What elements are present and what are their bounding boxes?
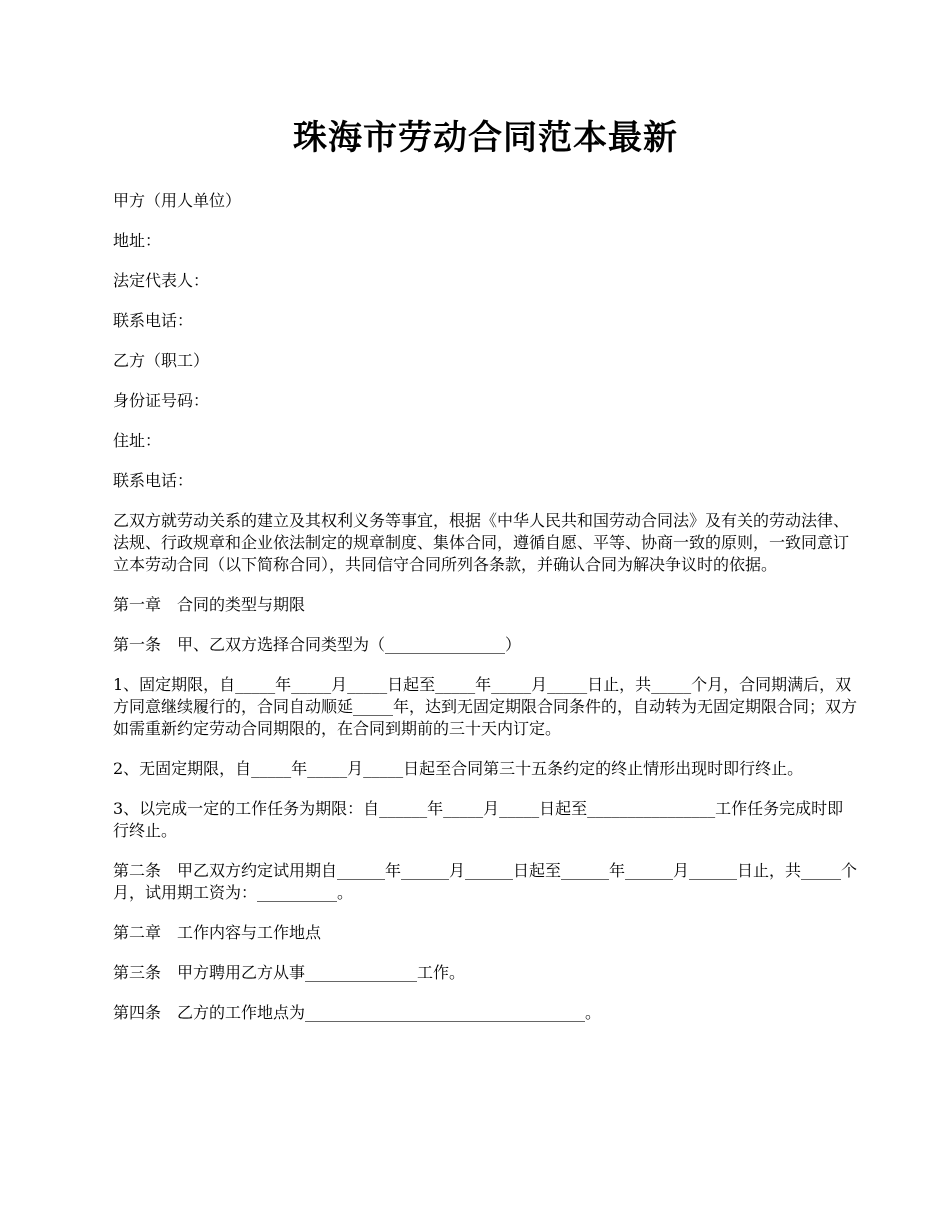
article-4: 第四条 乙方的工作地点为___________________________________。 [113, 1003, 602, 1022]
party-a-address: 地址： [113, 231, 162, 250]
article-1-item-2: 2、无固定期限，自_____年_____月_____日起至合同第三十五条约定的终止情形出现时即行终止。 [113, 759, 804, 778]
chapter-1-heading: 第一章 合同的类型与期限 [113, 595, 306, 614]
party-a-phone: 联系电话： [113, 311, 194, 330]
party-b-id-number: 身份证号码： [113, 391, 210, 410]
article-1: 第一条 甲、乙双方选择合同类型为（_______________） [113, 635, 522, 654]
party-b-phone: 联系电话： [113, 471, 194, 490]
chapter-2-heading: 第二章 工作内容与工作地点 [113, 923, 322, 942]
party-b-heading: 乙方（职工） [113, 351, 210, 370]
party-b-address: 住址： [113, 431, 162, 450]
party-a-legal-rep: 法定代表人： [113, 271, 210, 290]
document-title: 珠海市劳动合同范本最新 [293, 118, 678, 158]
article-1-item-1: 1、固定期限，自_____年_____月_____日起至_____年_____月_____日止，共_____个月，合同期满后，双方同意继续履行的，合同自动顺延_____年，达到无固定期限合同条件的，自动转为无固定期限合同；双方如需重新约定劳动合同期限的，在合同到期前的三十天内订定。 [113, 675, 858, 738]
article-2: 第二条 甲乙双方约定试用期自______年______月______日起至______年______月______日止，共_____个月，试用期工资为：__________。 [113, 861, 858, 902]
article-1-item-3: 3、以完成一定的工作任务为期限：自______年_____月_____日起至________________工作任务完成时即行终止。 [113, 799, 844, 840]
preamble-paragraph: 乙双方就劳动关系的建立及其权利义务等事宜，根据《中华人民共和国劳动合同法》及有关的劳动法律、法规、行政规章和企业依法制定的规章制度、集体合同，遵循自愿、平等、协商一致的原则，一致同意订立本劳动合同（以下简称合同），共同信守合同所列各条款，并确认合同为解决争议时的依据。 [113, 511, 850, 574]
document-page [113, 112, 858, 1042]
article-3: 第三条 甲方聘用乙方从事______________工作。 [113, 963, 466, 982]
party-a-heading: 甲方（用人单位） [113, 191, 242, 210]
